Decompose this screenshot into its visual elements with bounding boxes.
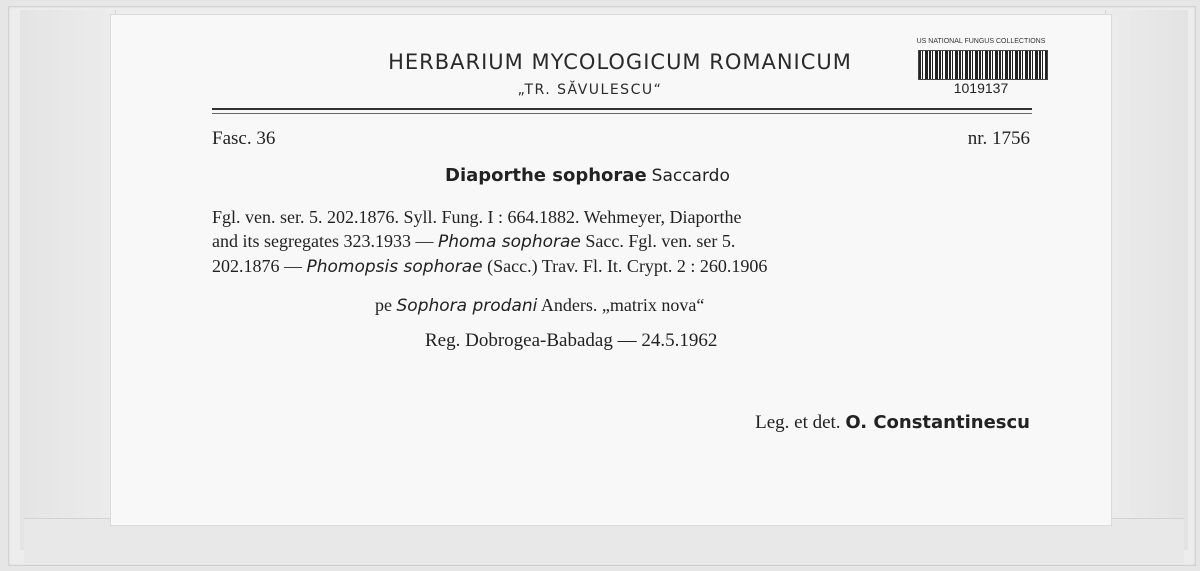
bibliography-line-1: Fgl. ven. ser. 5. 202.1876. Syll. Fung. I : 664.1882. Wehmeyer, Diaporthe <box>212 207 742 227</box>
synonym-phoma: Phoma sophorae <box>437 232 581 252</box>
host-prefix: pe <box>375 295 397 315</box>
locality-date: Reg. Dobrogea-Babadag — 24.5.1962 <box>425 330 718 351</box>
envelope-flap-left <box>20 10 116 550</box>
bibliography-line-2-text: and its segregates 323.1933 — <box>212 231 438 251</box>
barcode-caption: US NATIONAL FUNGUS COLLECTIONS <box>916 38 1046 45</box>
barcode-number: 1019137 <box>953 80 1009 96</box>
herbarium-title: HERBARIUM MYCOLOGICUM ROMANICUM <box>388 50 852 74</box>
host-species: Sophora prodani <box>396 296 538 316</box>
bibliography-line-2-tail: Sacc. Fgl. ven. ser 5. <box>580 231 736 251</box>
bibliography-line-2 <box>212 229 1022 254</box>
header-rule-thin <box>212 113 1032 114</box>
collector-line <box>755 412 1030 434</box>
host-suffix: Anders. „matrix nova“ <box>537 295 705 315</box>
host-line <box>375 295 704 316</box>
collector-prefix: Leg. et det. <box>755 412 846 433</box>
specimen-number: nr. 1756 <box>967 128 1030 149</box>
synonym-phomopsis: Phomopsis sophorae <box>306 257 483 277</box>
bibliography-line-3-tail: (Sacc.) Trav. Fl. It. Crypt. 2 : 260.1906 <box>482 256 768 276</box>
herbarium-subtitle: „TR. SĂVULESCU“ <box>517 82 663 98</box>
envelope-flap-right <box>1105 10 1188 550</box>
species-line <box>445 164 730 187</box>
species-name: Diaporthe sophorae <box>445 165 647 186</box>
bibliography-line-3 <box>212 254 1022 279</box>
fascicle-number: Fasc. 36 <box>212 128 276 149</box>
header-rule <box>212 108 1032 110</box>
bibliography-line-3-text: 202.1876 — <box>212 256 307 276</box>
species-author: Saccardo <box>651 166 730 186</box>
bibliography <box>212 205 1022 279</box>
barcode-icon <box>918 50 1048 80</box>
collector-name: O. Constantinescu <box>845 412 1030 433</box>
barcode-block <box>910 38 1052 102</box>
